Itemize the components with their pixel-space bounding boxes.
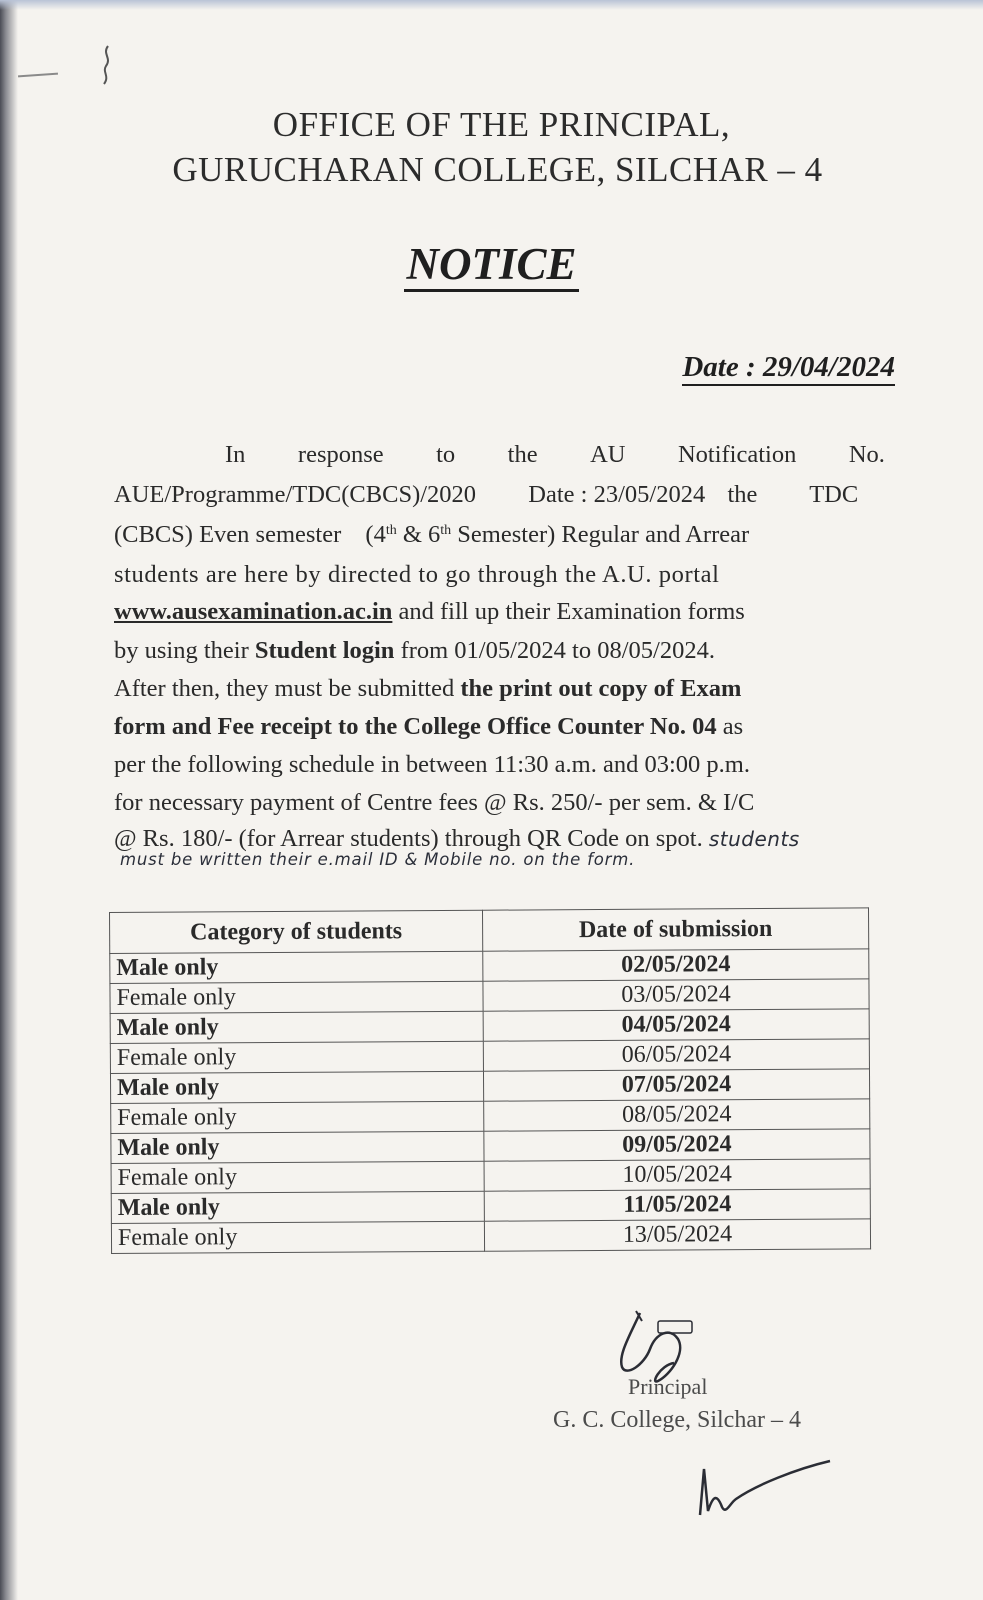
category-cell: Female only — [111, 1161, 484, 1193]
table-row — [111, 1129, 870, 1164]
pen-mark-icon — [96, 44, 116, 86]
handwritten-note: students — [708, 827, 800, 851]
student-login-text: Student login — [254, 637, 395, 664]
category-cell: Male only — [111, 1131, 484, 1163]
body-text-span: After then, they must be submitted — [114, 675, 461, 702]
signature-college: G. C. College, Silchar – 4 — [553, 1407, 801, 1433]
college-heading: GURUCHARAN COLLEGE, SILCHAR – 4 — [172, 150, 823, 189]
body-text-span: @ Rs. 180/- (for Arrear students) through QR Code on spot. — [114, 825, 703, 852]
body-text-span: (4 — [365, 521, 386, 548]
body-word: In — [225, 441, 246, 468]
scan-top-shadow — [0, 0, 983, 10]
date-cell: 04/05/2024 — [483, 1009, 869, 1041]
date-cell: 02/05/2024 — [483, 949, 869, 981]
body-line-2 — [114, 480, 904, 510]
body-line-3 — [114, 520, 904, 550]
body-text-span: as — [716, 713, 744, 740]
pen-stroke — [18, 73, 58, 78]
table-header-row — [110, 908, 869, 954]
notice-date: Date : 29/04/2024 — [682, 350, 895, 386]
body-line-9: per the following schedule in between 11:30 a.m. and 03:00 p.m. — [114, 751, 750, 778]
body-text-span: Semester) Regular and Arrear — [451, 521, 750, 548]
table-row — [110, 949, 869, 984]
date-cell: 08/05/2024 — [484, 1099, 870, 1131]
table-row — [111, 1189, 870, 1224]
date-cell: 10/05/2024 — [484, 1159, 870, 1191]
table-row — [111, 1099, 870, 1134]
body-line-6 — [114, 636, 904, 666]
body-word: TDC — [809, 481, 859, 508]
body-word: Notification — [677, 441, 797, 468]
table-row — [110, 1039, 869, 1074]
body-line-5 — [114, 597, 904, 627]
notice-title-text: NOTICE — [404, 239, 578, 292]
bold-text: the print out copy of Exam — [460, 675, 742, 702]
category-cell: Female only — [111, 1221, 484, 1253]
body-word: the — [727, 481, 758, 508]
body-line-4: students are here by directed to go through the A.U. portal — [114, 561, 720, 588]
category-cell: Female only — [111, 1101, 484, 1133]
notification-date: Date : 23/05/2024 — [528, 481, 706, 508]
category-cell: Male only — [111, 1191, 484, 1223]
body-text-span: from 01/05/2024 to 08/05/2024. — [394, 637, 715, 664]
portal-link[interactable]: www.ausexamination.ac.in — [114, 598, 393, 625]
date-cell: 07/05/2024 — [483, 1069, 869, 1101]
date-cell: 06/05/2024 — [483, 1039, 869, 1071]
body-word: AU — [590, 441, 626, 468]
body-word: to — [436, 441, 456, 468]
bold-text: form and Fee receipt to the College Office Counter No. 04 — [114, 713, 717, 740]
initials-signature-icon — [696, 1455, 836, 1525]
table-row — [111, 1219, 870, 1254]
body-word: the — [507, 441, 538, 468]
table-row — [110, 1069, 869, 1104]
signature-label: Principal — [628, 1374, 708, 1399]
table-row — [110, 1009, 869, 1044]
date-cell: 13/05/2024 — [484, 1219, 870, 1251]
table-row — [111, 1159, 870, 1194]
category-cell: Male only — [110, 1071, 483, 1103]
body-word: No. — [848, 441, 885, 468]
category-cell: Female only — [110, 981, 483, 1013]
date-cell: 09/05/2024 — [484, 1129, 870, 1161]
column-header-date: Date of submission — [482, 908, 868, 951]
body-word: response — [297, 441, 384, 468]
table-row — [110, 979, 869, 1014]
notification-reference: AUE/Programme/TDC(CBCS)/2020 — [114, 481, 477, 508]
body-line-8 — [114, 712, 904, 742]
category-cell: Male only — [110, 951, 483, 983]
column-header-category: Category of students — [110, 910, 483, 953]
notice-title — [0, 238, 983, 290]
date-cell: 11/05/2024 — [484, 1189, 870, 1221]
superscript: th — [440, 523, 452, 538]
body-text-span: (CBCS) Even semester — [114, 521, 342, 548]
office-heading: OFFICE OF THE PRINCIPAL, — [272, 105, 731, 144]
body-line-7 — [114, 674, 904, 704]
submission-schedule-table — [109, 907, 871, 1254]
handwritten-note-line-2: must be written their e.mail ID & Mobile no. on the form. — [120, 850, 636, 869]
category-cell: Female only — [110, 1041, 483, 1073]
category-cell: Male only — [110, 1011, 483, 1043]
body-text-span: by using their — [114, 637, 255, 664]
body-text-span: & 6 — [396, 521, 441, 548]
body-line-10: for necessary payment of Centre fees @ Rs. 250/- per sem. & I/C — [114, 789, 755, 816]
body-text-span: and fill up their Examination forms — [392, 598, 745, 625]
body-line-1 — [225, 440, 885, 470]
superscript: th — [385, 523, 397, 538]
date-cell: 03/05/2024 — [483, 979, 869, 1011]
